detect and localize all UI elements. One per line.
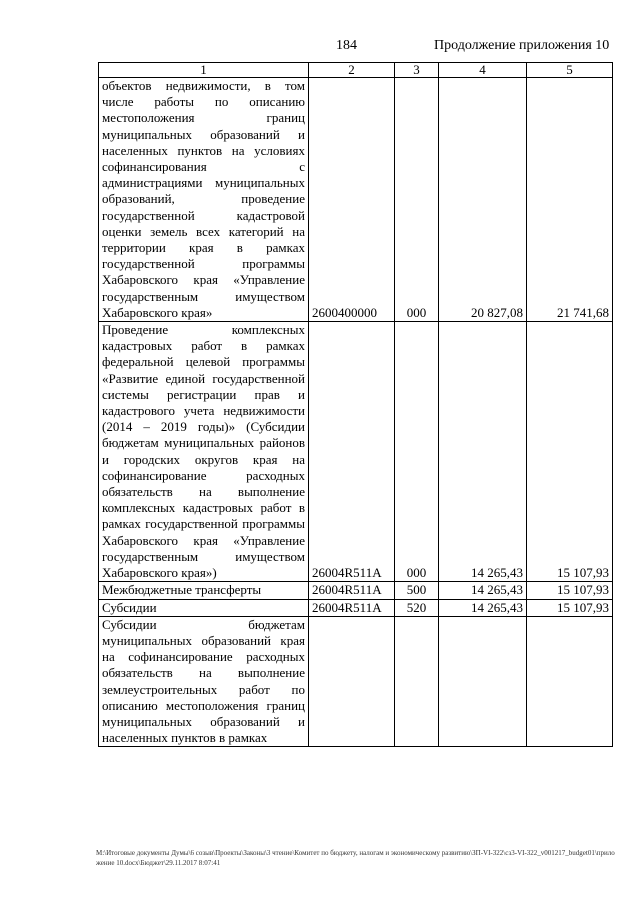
column-header-4: 4 [439, 63, 527, 78]
row-description: Субсидии бюджетам муниципальных образований края на софинансирование расходных обязательств на выполнение землеустроительных работ по описанию местоположения границ муниципальных образований и населенных пунктов в рамках [99, 616, 309, 747]
column-header-3: 3 [395, 63, 439, 78]
table-row [99, 322, 613, 582]
budget-table [98, 62, 613, 747]
table-row [99, 78, 613, 322]
row-description: объектов недвижимости, в том числе работы по описанию местоположения границ муниципальных образований и населенных пунктов на условиях софинансирования с администрациями муниципальных образований, проведение государственной кадастровой оценки земель всех категорий на территории края в рамках государственной программы Хабаровского края «Управление государственным имуществом Хабаровского края» [99, 78, 309, 322]
row-amount-2: 15 107,93 [527, 582, 613, 599]
row-expense-type [395, 616, 439, 747]
row-expense-type: 500 [395, 582, 439, 599]
row-amount-1: 20 827,08 [439, 78, 527, 322]
column-header-5: 5 [527, 63, 613, 78]
table-row [99, 616, 613, 747]
row-amount-2 [527, 616, 613, 747]
row-target-code: 26004R511A [309, 322, 395, 582]
row-expense-type: 000 [395, 322, 439, 582]
row-amount-2: 15 107,93 [527, 322, 613, 582]
table-header-row [99, 63, 613, 78]
column-header-2: 2 [309, 63, 395, 78]
row-target-code [309, 616, 395, 747]
row-description: Проведение комплексных кадастровых работ в рамках федеральной целевой программы «Развитие единой государственной системы регистрации прав и кадастрового учета недвижимости (2014 – 2019 годы)» (Субсидии бюджетам муниципальных районов и городских округов края на софинансирование расходных обязательств на выполнение комплексных кадастровых работ в рамках государственной программы Хабаровского края «Управление государственным имуществом Хабаровского края») [99, 322, 309, 582]
table-row [99, 599, 613, 616]
row-description: Субсидии [99, 599, 309, 616]
row-target-code: 2600400000 [309, 78, 395, 322]
row-target-code: 26004R511A [309, 582, 395, 599]
row-expense-type: 520 [395, 599, 439, 616]
row-description: Межбюджетные трансферты [99, 582, 309, 599]
row-amount-2: 15 107,93 [527, 599, 613, 616]
row-expense-type: 000 [395, 78, 439, 322]
table-row [99, 582, 613, 599]
row-amount-1: 14 265,43 [439, 582, 527, 599]
row-amount-2: 21 741,68 [527, 78, 613, 322]
file-path-footer: M:\Итоговые документы Думы\6 созыв\Проекты\Законы\3 чтение\Комитет по бюджету, налогам и экономическому развитию\ЗП-VI-322\сз3-VI-322_v001217_budget01\приложение 10.docx\Бюджет\29.11.2017 8:07:41 [96, 849, 615, 867]
continuation-label: Продолжение приложения 10 [434, 38, 610, 53]
row-amount-1: 14 265,43 [439, 599, 527, 616]
page-number: 184 [336, 38, 357, 53]
row-target-code: 26004R511A [309, 599, 395, 616]
row-amount-1: 14 265,43 [439, 322, 527, 582]
column-header-1: 1 [99, 63, 309, 78]
row-amount-1 [439, 616, 527, 747]
